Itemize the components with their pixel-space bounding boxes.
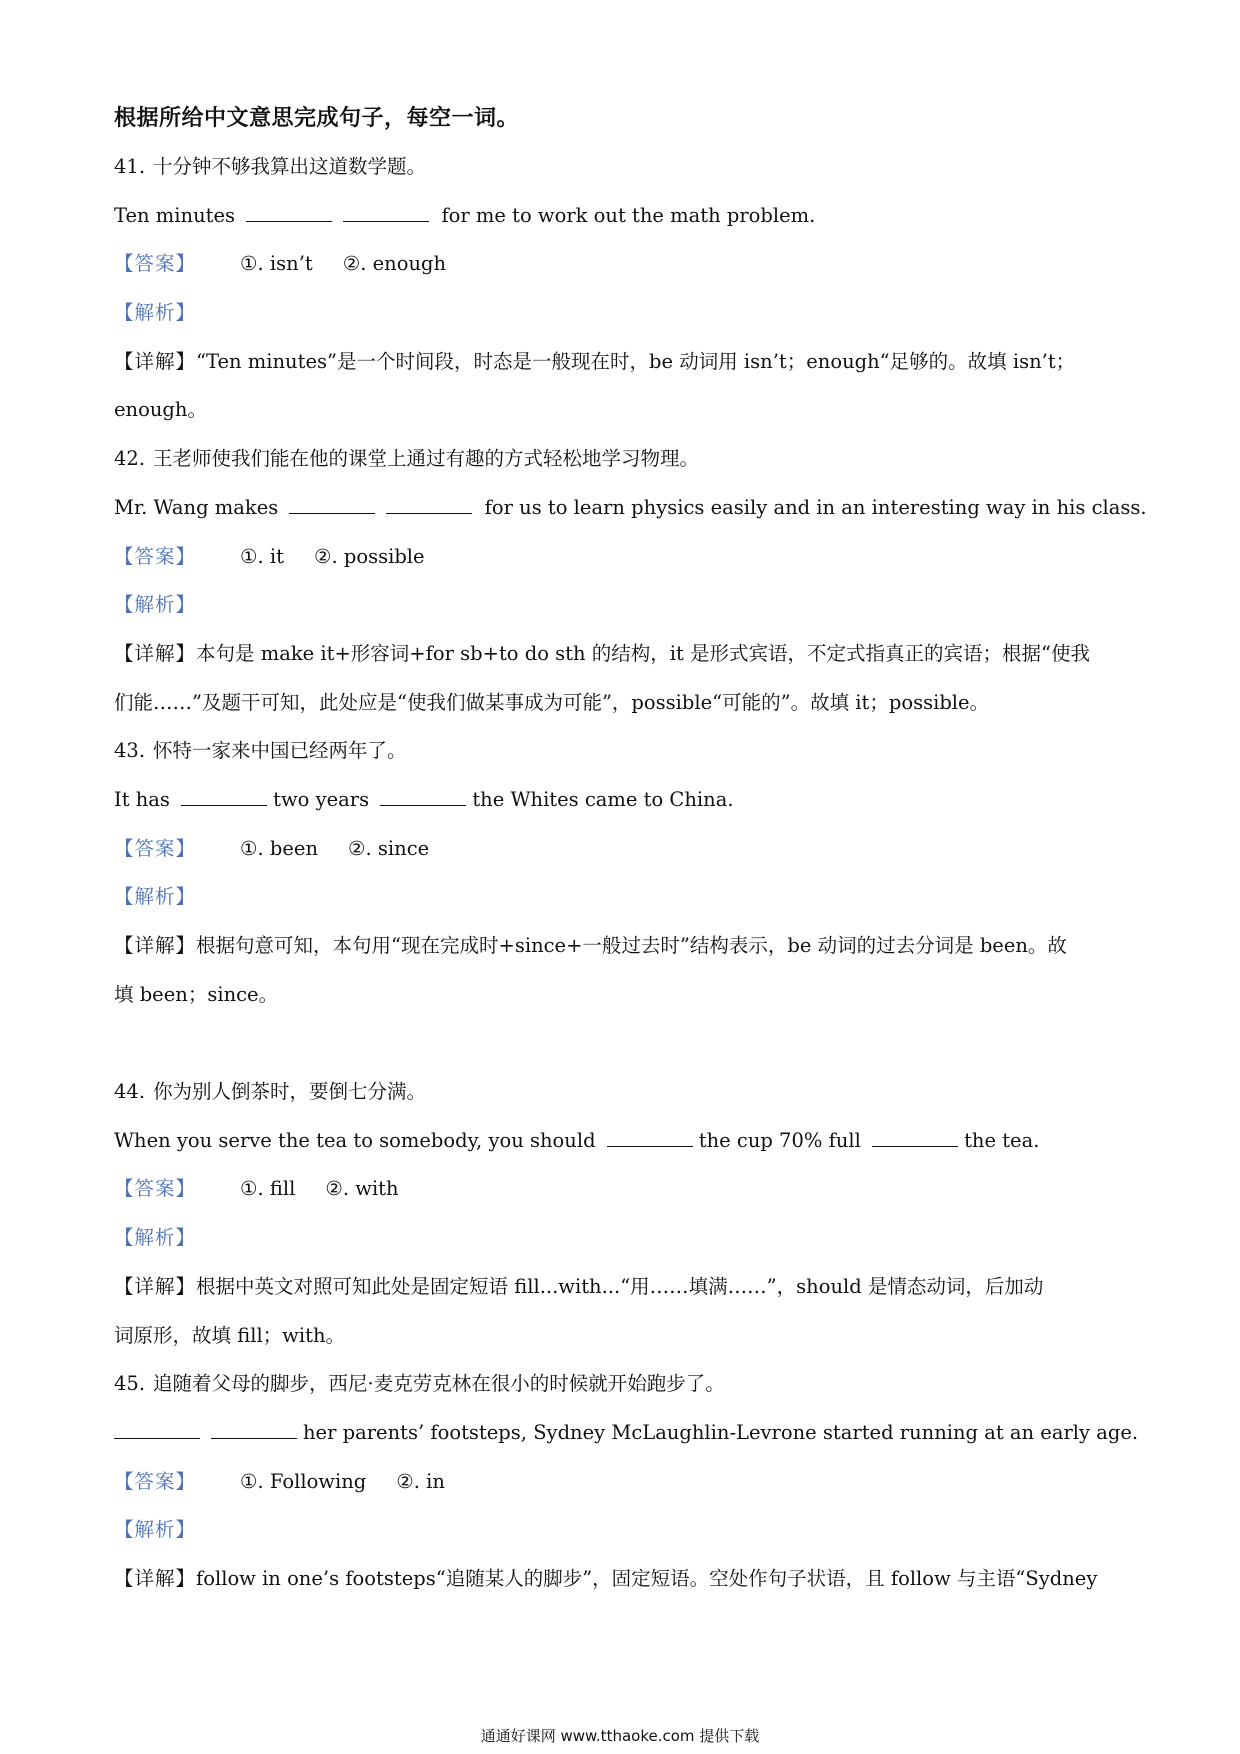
detail-label: 【详解】 [114, 1274, 197, 1298]
answer-blank [343, 220, 429, 222]
question-42-answer: 【答案】 ①. it ②. possible [114, 544, 425, 568]
answer-label: 【答案】 [114, 1177, 197, 1201]
analysis-label: 【解析】 [114, 593, 197, 617]
question-43-sentence: It has two years the Whites came to China. [114, 787, 734, 811]
detail-label: 【详解】 [114, 349, 197, 373]
question-41-detail: 【详解】“Ten minutes”是一个时间段，时态是一般现在时，be 动词用 isn’t；enough“足够的。故填 isn’t； [114, 349, 1076, 373]
answer-blank [289, 512, 375, 514]
question-44-sentence: When you serve the tea to somebody, you should the cup 70% full the tea. [114, 1128, 1040, 1152]
question-41-analysis [114, 289, 1134, 338]
answer-label: 【答案】 [114, 252, 197, 276]
answer-blank [386, 512, 472, 514]
question-43-answer: 【答案】 ①. been ②. since [114, 836, 430, 860]
question-41-sentence: Ten minutes for me to work out the math problem. [114, 203, 816, 227]
question-45-answer: 【答案】 ①. Following ②. in [114, 1469, 445, 1493]
answer-label: 【答案】 [114, 544, 197, 568]
question-41-answer: 【答案】 ①. isn’t ②. enough [114, 252, 447, 276]
question-45-chinese: 45. 追随着父母的脚步，西尼·麦克劳克林在很小的时候就开始跑步了。 [114, 1372, 725, 1396]
question-43-detail: 【详解】根据句意可知，本句用“现在完成时+since+一般过去时”结构表示，be 动词的过去分词是 been。故 [114, 934, 1067, 957]
section-heading: 根据所给中文意思完成句子，每空一词。 [114, 106, 520, 131]
question-42-sentence: Mr. Wang makes for us to learn physics easily and in an interesting way in his class. [114, 495, 1147, 519]
question-44-analysis [114, 1214, 1134, 1263]
question-45-sentence: her parents’ footsteps, Sydney McLaughlin-Levrone started running at an early age. [114, 1409, 1134, 1458]
question-41-chinese: 41. 十分钟不够我算出这道数学题。 [114, 155, 427, 178]
question-45-analysis [114, 1506, 1134, 1555]
page-footer: 通通好课网 www.tthaoke.com 提供下载 [480, 1727, 760, 1745]
analysis-label: 【解析】 [114, 1226, 197, 1250]
question-44-answer: 【答案】 ①. fill ②. with [114, 1177, 399, 1201]
answer-blank [181, 804, 267, 806]
question-43-detail-cont: 填 been；since。 [114, 982, 279, 1006]
answer-blank [114, 1437, 200, 1439]
question-41-detail-cont: enough。 [114, 398, 207, 422]
detail-label: 【详解】 [114, 1566, 197, 1590]
question-42-analysis [114, 581, 1134, 630]
answer-label: 【答案】 [114, 836, 197, 860]
answer-blank [380, 804, 466, 806]
question-44-detail-cont: 词原形，故填 fill；with。 [114, 1323, 346, 1347]
document-page [114, 95, 1147, 1604]
question-44-detail: 【详解】根据中英文对照可知此处是固定短语 fill...with...“用……填满……”，should 是情态动词，后加动 [114, 1274, 1044, 1298]
question-43-chinese: 43. 怀特一家来中国已经两年了。 [114, 739, 407, 763]
analysis-label: 【解析】 [114, 1518, 197, 1542]
question-45-detail: 【详解】follow in one’s footsteps“追随某人的脚步”，固定短语。空处作句子状语，且 follow 与主语“Sydney [114, 1566, 1098, 1590]
question-42-chinese: 42. 王老师使我们能在他的课堂上通过有趣的方式轻松地学习物理。 [114, 447, 700, 471]
question-43-analysis [114, 873, 1134, 922]
answer-blank [211, 1437, 297, 1439]
answer-blank [872, 1145, 958, 1147]
answer-label: 【答案】 [114, 1469, 197, 1493]
analysis-label: 【解析】 [114, 301, 197, 325]
detail-label: 【详解】 [114, 934, 197, 957]
answer-blank [246, 220, 332, 222]
question-42-detail-cont: 们能……”及题干可知，此处应是“使我们做某事成为可能”，possible“可能的”。故填 it；possible。 [114, 690, 990, 714]
detail-label: 【详解】 [114, 641, 197, 665]
blank-line [114, 1019, 1134, 1068]
analysis-label: 【解析】 [114, 885, 197, 909]
question-42-detail: 【详解】本句是 make it+形容词+for sb+to do sth 的结构，it 是形式宾语，不定式指真正的宾语；根据“使我 [114, 641, 1090, 665]
question-44-chinese: 44. 你为别人倒茶时，要倒七分满。 [114, 1080, 427, 1104]
answer-blank [607, 1145, 693, 1147]
